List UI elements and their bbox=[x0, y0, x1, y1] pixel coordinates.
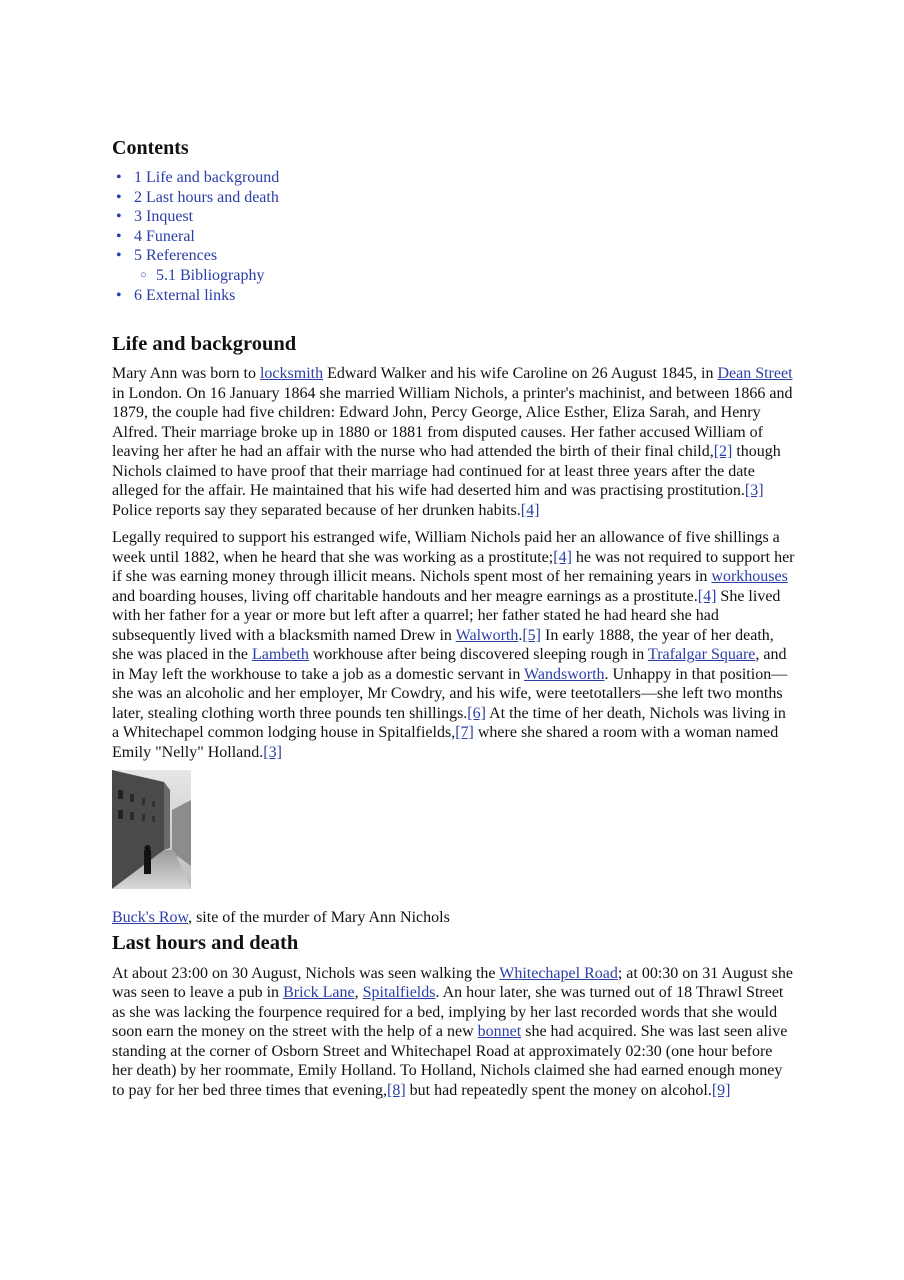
inline-link[interactable]: Spitalfields bbox=[362, 984, 436, 1002]
text-run: and boarding houses, living off charitable handouts and her meagre earnings as a prostitute. bbox=[112, 587, 698, 605]
bucks-row-photo bbox=[112, 770, 191, 889]
inline-link[interactable]: Trafalgar Square bbox=[648, 646, 756, 664]
text-run: At the time of her death, Nichols was living in a Whitechapel common lodging house in Spitalfields, bbox=[112, 704, 786, 742]
caption-link[interactable]: Buck's Row bbox=[112, 909, 189, 927]
toc-item bbox=[112, 227, 796, 247]
inline-link[interactable]: Walworth bbox=[455, 626, 519, 644]
inline-link[interactable]: bonnet bbox=[477, 1023, 522, 1041]
text-run: At about 23:00 on 30 August, Nichols was seen walking the bbox=[112, 964, 500, 982]
street-photo-image bbox=[112, 770, 191, 889]
section-heading-life: Life and background bbox=[112, 333, 297, 356]
text-run: he was not required to support her if she was earning money through illicit means. Nichols spent most of her remaining years in bbox=[112, 548, 795, 586]
text-run: . An hour later, she was turned out of 18 Thrawl Street as she was lacking the fourpence required for a bed, implying by her last recorded words that she would soon earn the money on the street with the help of a new bbox=[112, 984, 784, 1041]
paragraph bbox=[112, 364, 796, 520]
toc-link[interactable]: 1 Life and background bbox=[134, 169, 280, 186]
toc-link[interactable]: 3 Inquest bbox=[134, 208, 194, 226]
citation-link[interactable]: [4] bbox=[553, 548, 572, 566]
text-run: Mary Ann was born to bbox=[112, 365, 260, 383]
text-run: in London. On 16 January 1864 she married William Nichols, a printer's machinist, and between 1866 and 1879, the couple had five children: Edward John, Percy George, Alice Esther, Eliza Sarah, and Henry Alfred. Their marriage broke up in 1880 or 1881 from disputed causes. Her father accused William of leaving her after he had an affair with the nurse who had attended the birth of their final child, bbox=[112, 384, 793, 461]
text-run: . Unhappy in that position—she was an alcoholic and her employer, Mr Cowdry, and his wife, were teetotallers—she left two months later, stealing clothing worth three pounds ten shillings. bbox=[112, 665, 788, 722]
citation-link[interactable]: [7] bbox=[455, 724, 474, 742]
text-run: she had acquired. She was last seen alive standing at the corner of Osborn Street and Whitechapel Road at approximately 02:30 (one hour before her death) by her roommate, Emily Holland. To Holland, Nichols claimed she had earned enough money to pay for her bed three times that evening, bbox=[112, 1023, 788, 1099]
image-caption: Buck's Row, site of the murder of Mary Ann Nichols bbox=[112, 909, 450, 927]
text-run: , bbox=[354, 984, 363, 1002]
inline-link[interactable]: locksmith bbox=[259, 365, 324, 383]
citation-link[interactable]: [6] bbox=[467, 704, 486, 722]
text-run: ; at 00:30 on 31 August she was seen to leave a pub in bbox=[112, 964, 793, 1002]
text-run: . bbox=[518, 626, 523, 644]
article bbox=[112, 134, 796, 1100]
inline-link[interactable]: Wandsworth bbox=[524, 665, 605, 683]
text-run: Legally required to support his estranged wife, William Nichols paid her an allowance of five shillings a week until 1882, when he heard that she was working as a prostitute; bbox=[112, 529, 780, 566]
text-run: She lived with her father for a year or more but left after a quarrel; her father stated he had heard she had subsequently lived with a blacksmith named Drew in bbox=[112, 587, 781, 644]
toc-link[interactable]: 6 External links bbox=[134, 286, 236, 304]
toc-link[interactable]: 2 Last hours and death bbox=[134, 188, 279, 206]
toc-item bbox=[112, 246, 796, 266]
citation-link[interactable]: [5] bbox=[522, 626, 541, 644]
inline-link[interactable]: Dean Street bbox=[717, 365, 793, 383]
toc-link[interactable]: 5.1 Bibliography bbox=[156, 266, 265, 284]
inline-link[interactable]: workhouses bbox=[711, 568, 788, 586]
toc-item bbox=[112, 286, 796, 306]
text-run: though Nichols claimed to have proof that their marriage had continued for at least three years after the date alleged for the affair. He maintained that his wife had deserted him and was practising prostitution. bbox=[112, 443, 781, 500]
citation-link[interactable]: [3] bbox=[263, 743, 282, 761]
inline-link[interactable]: Brick Lane bbox=[283, 984, 355, 1002]
text-run: but had repeatedly spent the money on alcohol. bbox=[405, 1081, 712, 1099]
citation-link[interactable]: [2] bbox=[713, 443, 733, 461]
text-run: Police reports say they separated because of her drunken habits. bbox=[112, 501, 521, 519]
toc-link[interactable]: 4 Funeral bbox=[134, 227, 195, 245]
toc-item bbox=[112, 207, 796, 227]
toc-subitem bbox=[112, 266, 796, 286]
inline-link[interactable]: Lambeth bbox=[251, 646, 309, 664]
citation-link[interactable]: [4] bbox=[520, 501, 540, 519]
inline-link[interactable]: Whitechapel Road bbox=[499, 964, 618, 982]
text-run: , and in May left the workhouse to take a job as a domestic servant in bbox=[112, 646, 787, 683]
citation-link[interactable]: [9] bbox=[711, 1081, 731, 1099]
toc-link[interactable]: 5 References bbox=[134, 247, 218, 265]
paragraph bbox=[112, 528, 796, 762]
toc-title: Contents bbox=[112, 137, 189, 159]
paragraph bbox=[112, 964, 796, 1101]
table-of-contents bbox=[112, 168, 796, 305]
toc-item bbox=[112, 188, 796, 208]
toc-item bbox=[112, 168, 796, 188]
citation-link[interactable]: [8] bbox=[387, 1081, 406, 1099]
text-run: Edward Walker and his wife Caroline on 26 August 1845, in bbox=[323, 365, 718, 383]
citation-link[interactable]: [4] bbox=[697, 587, 717, 605]
citation-link[interactable]: [3] bbox=[744, 482, 764, 500]
text-run: where she shared a room with a woman named Emily "Nelly" Holland. bbox=[112, 724, 779, 761]
text-run: workhouse after being discovered sleeping rough in bbox=[308, 646, 648, 664]
section-heading-last-hours: Last hours and death bbox=[112, 931, 299, 954]
text-run: In early 1888, the year of her death, she was placed in the bbox=[112, 626, 774, 664]
